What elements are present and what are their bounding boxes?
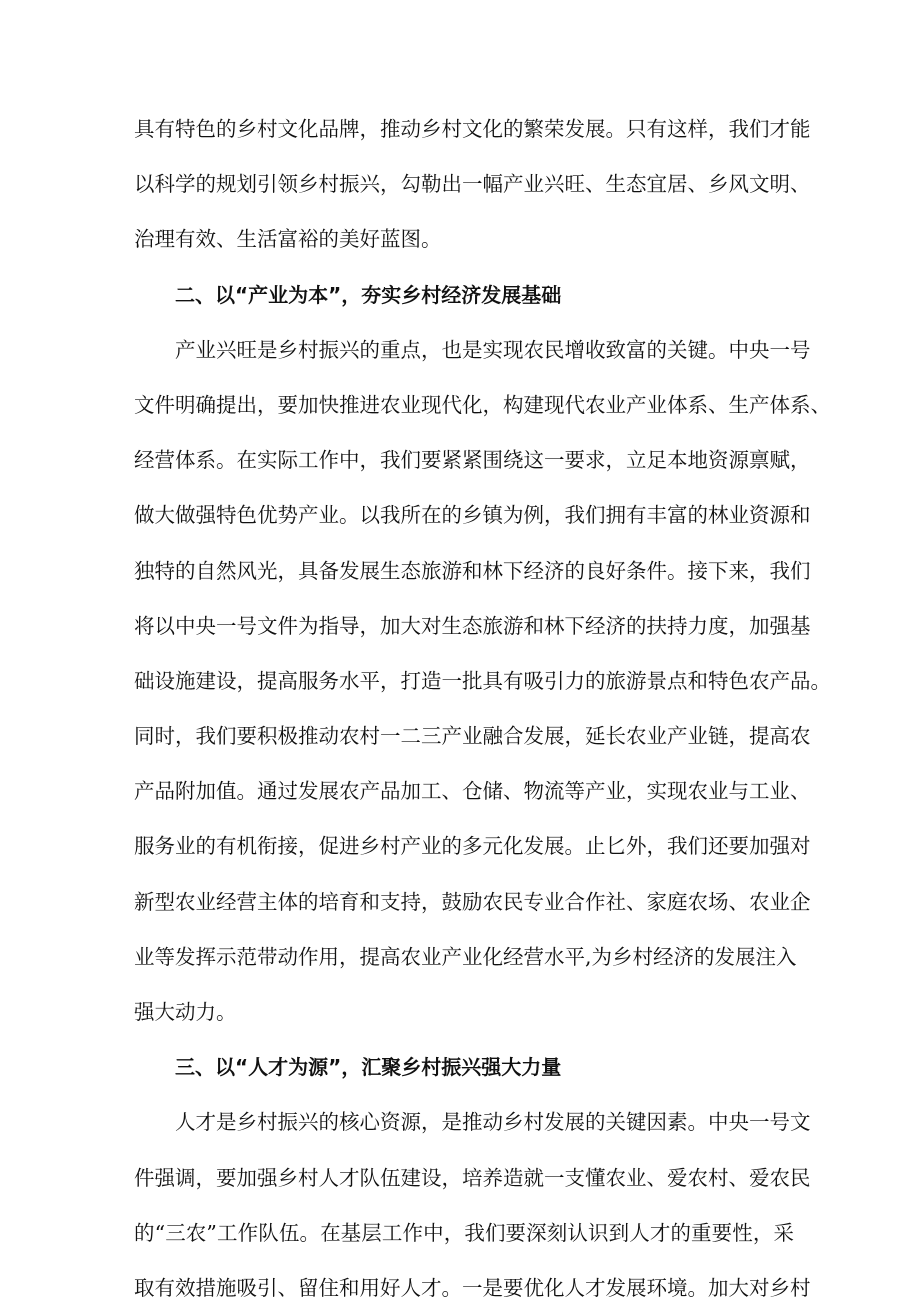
paragraph-line: 治理有效、生活富裕的美好蓝图。	[134, 227, 442, 252]
paragraph-line: 人才是乡村振兴的核心资源，是推动乡村发展的关键因素。中央一号文	[175, 1110, 811, 1135]
paragraph-line: 业等发挥示范带动作用，提高农业产业化经营水平,为乡村经济的发展注入	[134, 944, 797, 969]
document-body	[134, 102, 831, 1316]
section-heading-3: 三、以“人才为源”，汇聚乡村振兴强大力量	[175, 1055, 562, 1080]
intro-paragraph	[134, 102, 811, 268]
paragraph-line: 服务业的有机衔接，促进乡村产业的多元化发展。止匕外，我们还要加强对	[134, 834, 811, 859]
paragraph-line: 取有效措施吸引、留住和用好人才。一是要优化人才发展环境。加大对乡村	[134, 1275, 811, 1300]
paragraph-line: 产品附加值。通过发展农产品加工、仓储、物流等产业，实现农业与工业、	[134, 779, 811, 804]
paragraph-line: 具有特色的乡村文化品牌，推动乡村文化的繁荣发展。只有这样，我们才能	[134, 117, 811, 141]
paragraph-line: 的“三农”工作队伍。在基层工作中，我们要深刻认识到人才的重要性，采	[134, 1220, 794, 1245]
section-2-paragraph	[134, 323, 831, 1040]
paragraph-line: 础设施建设，提高服务水平，打造一批具有吸引力的旅游景点和特色农产品。	[134, 668, 831, 693]
paragraph-line: 以科学的规划引领乡村振兴，勾勒出一幅产业兴旺、生态宜居、乡风文明、	[134, 172, 811, 197]
paragraph-line: 强大动力。	[134, 1000, 237, 1024]
paragraph-line: 文件明确提出，要加快推进农业现代化，构建现代农业产业体系、生产体系、	[134, 392, 831, 417]
paragraph-line: 新型农业经营主体的培育和支持，鼓励农民专业合作社、家庭农场、农业企	[134, 889, 811, 914]
section-3-paragraph	[134, 1095, 811, 1316]
paragraph-line: 件强调，要加强乡村人才队伍建设，培养造就一支懂农业、爱农村、爱农民	[134, 1165, 811, 1190]
paragraph-line: 经营体系。在实际工作中，我们要紧紧围绕这一要求，立足本地资源禀赋，	[134, 448, 811, 473]
paragraph-line: 做大做强特色优势产业。以我所在的乡镇为例，我们拥有丰富的林业资源和	[134, 503, 811, 528]
paragraph-line: 将以中央一号文件为指导，加大对生态旅游和林下经济的扶持力度，加强基	[134, 613, 811, 638]
section-heading-2: 二、以“产业为本”，夯实乡村经济发展基础	[175, 282, 562, 307]
paragraph-line: 产业兴旺是乡村振兴的重点，也是实现农民增收致富的关键。中央一号	[175, 337, 811, 362]
paragraph-line: 独特的自然风光，具备发展生态旅游和林下经济的良好条件。接下来，我们	[134, 558, 811, 583]
paragraph-line: 同时，我们要积极推动农村一二三产业融合发展，延长农业产业链，提高农	[134, 724, 811, 749]
